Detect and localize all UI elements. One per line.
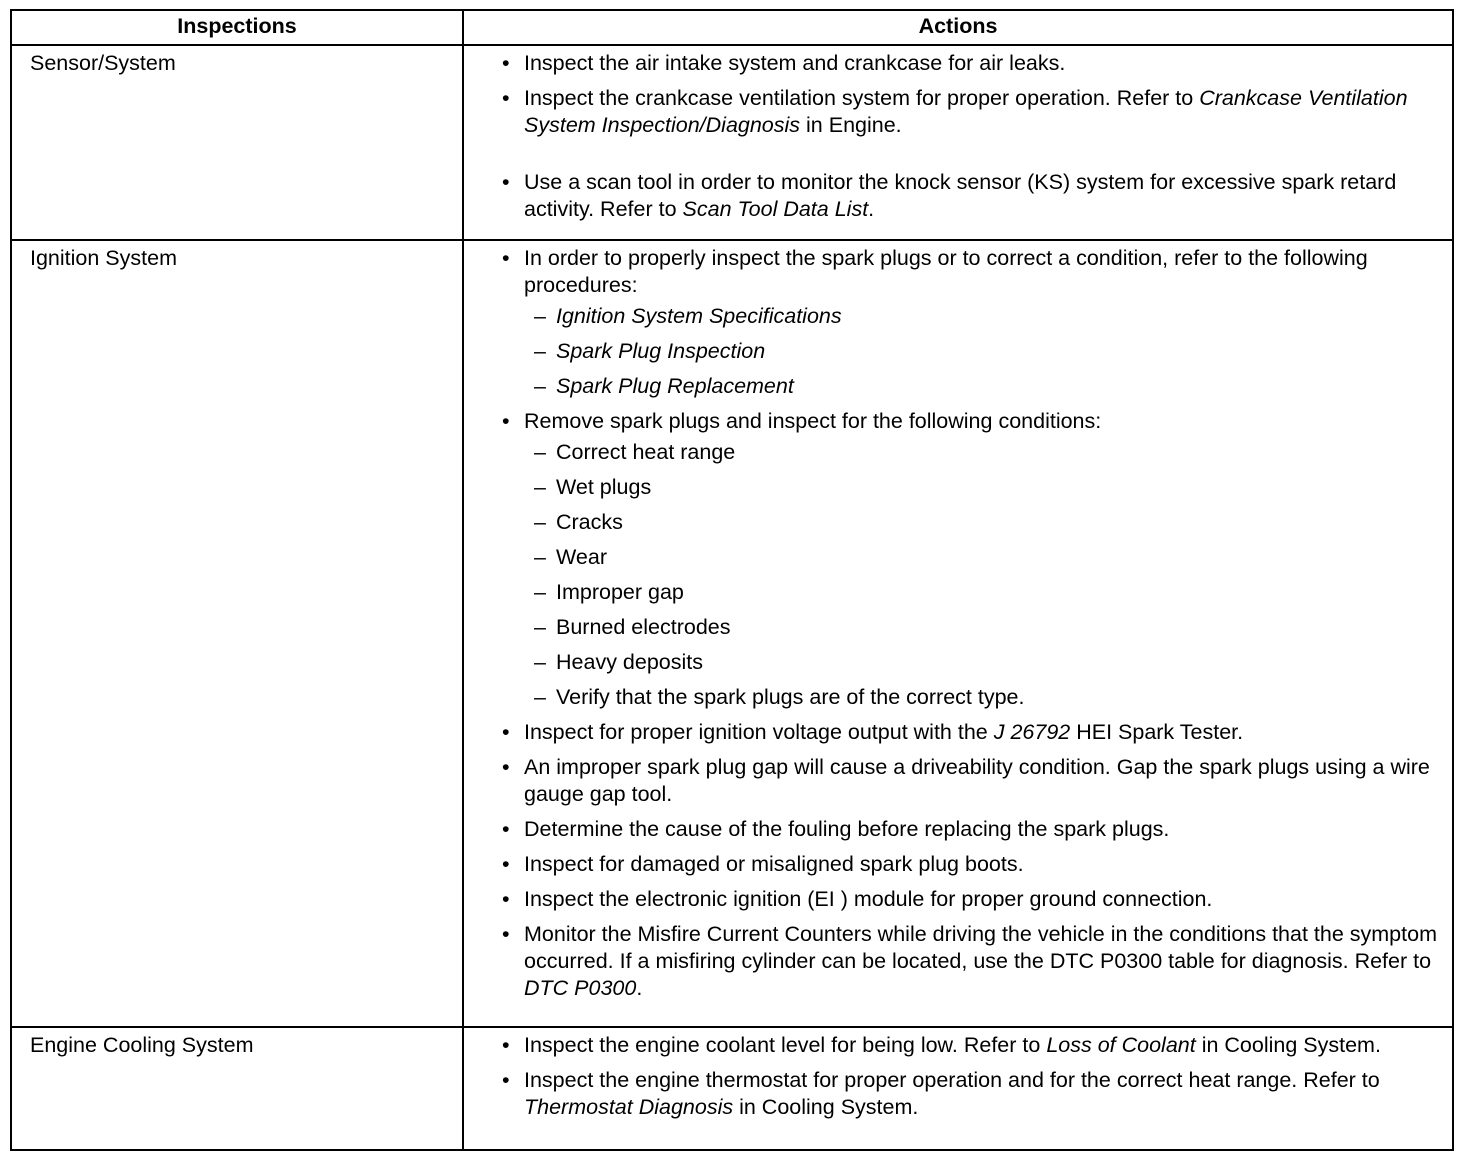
actions-cell xyxy=(463,1027,1453,1150)
reference-text: J 26792 xyxy=(993,720,1071,744)
list-item: • Inspect the engine thermostat for proper operation and for the correct heat range. Refer to Thermostat Diagnosis in Cooling System. xyxy=(464,1067,1442,1121)
header-row xyxy=(11,10,1453,45)
list-item: • Inspect for damaged or misaligned spark plug boots. xyxy=(464,851,1442,878)
list-item: • Remove spark plugs and inspect for the following conditions: – Correct heat range – Wet plugs – Cracks – Wear – Improper gap – Burned electrodes – Heavy deposits – Verify that the spark plugs are of the correct type. xyxy=(464,408,1442,711)
table-row xyxy=(11,240,1453,1027)
action-list xyxy=(464,1032,1442,1121)
inspection-label: Sensor/System xyxy=(11,45,463,240)
list-item: • Determine the cause of the fouling before replacing the spark plugs. xyxy=(464,816,1442,843)
sublist-item: – Ignition System Specifications xyxy=(524,303,1442,330)
action-list xyxy=(464,245,1442,1002)
sublist-item: – Wear xyxy=(524,544,1442,571)
list-item: • An improper spark plug gap will cause a driveability condition. Gap the spark plugs using a wire gauge gap tool. xyxy=(464,754,1442,808)
condition-sublist xyxy=(524,439,1442,711)
inspection-label: Engine Cooling System xyxy=(11,1027,463,1150)
sublist-item: – Heavy deposits xyxy=(524,649,1442,676)
actions-cell xyxy=(463,45,1453,240)
reference-text: DTC P0300 xyxy=(524,976,637,1000)
procedure-sublist xyxy=(524,303,1442,400)
sublist-item: – Cracks xyxy=(524,509,1442,536)
reference-text: Loss of Coolant xyxy=(1046,1033,1196,1057)
action-list xyxy=(464,50,1442,223)
list-item: • Inspect the electronic ignition (EI ) module for proper ground connection. xyxy=(464,886,1442,913)
sublist-item: – Burned electrodes xyxy=(524,614,1442,641)
sublist-item: – Improper gap xyxy=(524,579,1442,606)
header-inspections: Inspections xyxy=(11,10,463,45)
reference-text: Thermostat Diagnosis xyxy=(524,1095,734,1119)
reference-text: Crankcase Ventilation System Inspection/Diagnosis xyxy=(524,86,1408,137)
header-actions: Actions xyxy=(463,10,1453,45)
sublist-item: – Correct heat range xyxy=(524,439,1442,466)
table-row xyxy=(11,1027,1453,1150)
sublist-item: – Wet plugs xyxy=(524,474,1442,501)
list-item: • Inspect the air intake system and crankcase for air leaks. xyxy=(464,50,1442,77)
list-item: • Inspect the crankcase ventilation system for proper operation. Refer to Crankcase Ventilation System Inspection/Diagnosis in Engine. xyxy=(464,85,1442,139)
reference-text: Scan Tool Data List xyxy=(682,197,869,221)
list-item: • Monitor the Misfire Current Counters while driving the vehicle in the conditions that the symptom occurred. If a misfiring cylinder can be located, use the DTC P0300 table for diagnosis. Refer to DTC P0300. xyxy=(464,921,1442,1002)
list-item: • Inspect the engine coolant level for being low. Refer to Loss of Coolant in Cooling System. xyxy=(464,1032,1442,1059)
list-item: • Inspect for proper ignition voltage output with the J 26792 HEI Spark Tester. xyxy=(464,719,1442,746)
list-item: • Use a scan tool in order to monitor the knock sensor (KS) system for excessive spark retard activity. Refer to Scan Tool Data List. xyxy=(464,169,1442,223)
sublist-item: – Spark Plug Inspection xyxy=(524,338,1442,365)
list-item: • In order to properly inspect the spark plugs or to correct a condition, refer to the following procedures: – Ignition System Specifications – Spark Plug Inspection – Spark Plug Replacement xyxy=(464,245,1442,400)
inspection-label: Ignition System xyxy=(11,240,463,1027)
inspections-table xyxy=(10,9,1454,1151)
table-row xyxy=(11,45,1453,240)
actions-cell xyxy=(463,240,1453,1027)
sublist-item: – Verify that the spark plugs are of the correct type. xyxy=(524,684,1442,711)
sublist-item: – Spark Plug Replacement xyxy=(524,373,1442,400)
